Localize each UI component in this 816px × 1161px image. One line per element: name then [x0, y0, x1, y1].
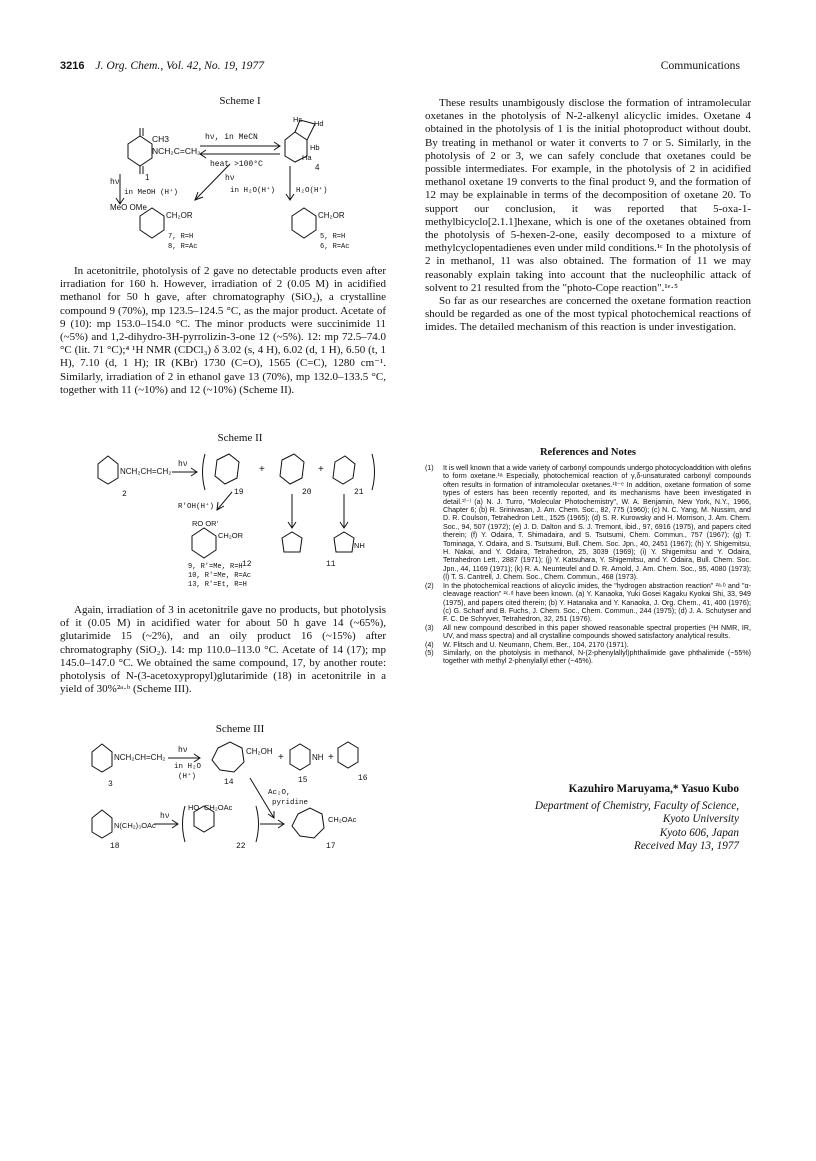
compound-1-number: 1: [145, 173, 150, 182]
compound-13-label: 13, R′=Et, R=H: [188, 581, 247, 589]
scheme-3-drawing: [88, 738, 398, 850]
compound-8-label: 8, R=Ac: [168, 243, 198, 251]
compound-4-number: 4: [315, 163, 320, 172]
h-plus-label: (H⁺): [178, 773, 197, 781]
compound-18-number: 18: [110, 842, 120, 850]
compound-3-number: 3: [108, 780, 113, 789]
hv-s3-label: hν: [178, 746, 188, 755]
reference-item: [425, 624, 751, 641]
allyl-2-label: NCH₂CH=CH₂: [120, 467, 172, 476]
scheme-3-title: Scheme III: [215, 723, 265, 735]
compound-1-ring: [128, 136, 152, 166]
reference-number: (3): [425, 623, 434, 632]
compound-17-number: 17: [326, 842, 336, 850]
hv-left-label: hν: [110, 178, 120, 187]
compound-15-number: 15: [298, 776, 308, 785]
ch2or-left-label: CH₂OR: [166, 211, 193, 220]
reference-item: [425, 582, 751, 624]
scheme-1-title: Scheme I: [219, 95, 261, 107]
scheme-3-figure: [88, 738, 398, 850]
reference-number: (5): [425, 648, 434, 657]
compound-17-ring: [292, 808, 324, 838]
compound-2-number: 2: [122, 490, 127, 499]
plus-sign-s3-1: +: [278, 752, 284, 763]
compound-11-ring: [334, 532, 354, 552]
ch2oac-right-label: CH₂OAc: [328, 815, 357, 824]
reference-text: W. Flitsch and U. Neumann, Chem. Ber., 104, 2170 (1971).: [443, 640, 629, 649]
acetoxypropyl-label: N(CH₂)₃OAc: [114, 821, 156, 830]
scheme-2-drawing: [92, 450, 392, 595]
compound-16-number: 16: [358, 774, 368, 783]
journal-citation: J. Org. Chem., Vol. 42, No. 19, 1977: [95, 59, 265, 72]
compound-5-label: 5, R=H: [320, 233, 346, 241]
right-column-text: [425, 97, 751, 335]
hc-label: Hc: [293, 115, 303, 124]
reference-number: (2): [425, 581, 434, 590]
meoh-label: in MeOH (H⁺): [124, 189, 179, 197]
h2o-label: H₂O(H⁺): [296, 187, 328, 195]
affiliation-department: Department of Chemistry, Faculty of Science,: [534, 800, 739, 812]
ror-label: RO OR′: [192, 519, 218, 528]
meo-ome-label: MeO OMe: [110, 203, 147, 212]
compound-19-number: 19: [234, 488, 244, 497]
compound-16-ring: [338, 742, 358, 768]
compound-9-ring: [192, 528, 216, 558]
hv-mecn-label: hν, in MeCN: [205, 133, 258, 142]
roh-label: R′OH(H⁺): [178, 503, 215, 511]
reference-text: Similarly, on the photolysis in methanol, N-(2-phenylallyl)phthalimide gave phthalimide (~55%) together with methyl 2-phenylallyl ether (~45%).: [443, 648, 751, 666]
compound-12-number: 12: [242, 560, 252, 569]
compound-5-ring: [292, 208, 316, 238]
compound-2-ring: [98, 456, 118, 484]
heat-label: heat >100°C: [210, 160, 263, 169]
references-heading: References and Notes: [539, 447, 637, 458]
in-h2o-s3-label: in H₂O: [174, 763, 202, 771]
ch2or-s2-label: CH₂OR: [218, 531, 243, 540]
in-h2o-label: in H₂O(H⁺): [230, 187, 276, 195]
ha-label: Ha: [302, 153, 312, 162]
plus-sign-2: +: [318, 464, 324, 475]
reference-item: [425, 649, 751, 666]
compound-6-label: 6, R=Ac: [320, 243, 350, 251]
left-column-para-2: [60, 604, 386, 696]
reference-item: [425, 464, 751, 582]
compound-15-ring: [290, 744, 310, 770]
ch3-label: CH3: [152, 134, 170, 144]
compound-7-ring: [140, 208, 164, 238]
reference-item: [425, 641, 751, 649]
compound-21-ring: [333, 456, 355, 484]
scheme-2-figure: [92, 450, 392, 595]
scheme-1-drawing: [110, 112, 380, 255]
compound-10-label: 10, R′=Me, R=Ac: [188, 572, 252, 580]
left-column-para-1: [60, 265, 386, 397]
paragraph-photolysis-3: Again, irradiation of 3 in acetonitrile gave no products, but photolysis of it (0.05 M) in acidified water for about 50 h gave 14 (~65%), glutarimide 15 (~2%), and an oily product 16 (~15%) after chromatography (SiO₂). 14: mp 110.0–113.0 °C. Acetate of 14 (17); mp 145.0–147.0 °C. We obtained the same compound, 17, by another route: photolysis of N-(3-acetoxypropyl)glutarimide (18) in acetonitrile in a yield of 30%²ᵃ·ᵇ (Scheme III).: [60, 604, 386, 696]
ac2o-label: Ac₂O,: [268, 789, 291, 797]
compound-19-ring: [215, 454, 239, 484]
compound-12-ring: [282, 532, 302, 552]
ch2oh-label: CH₂OH: [246, 747, 273, 756]
compound-21-number: 21: [354, 488, 364, 497]
reference-number: (1): [425, 464, 434, 472]
ho-label: HO: [188, 803, 200, 812]
page-number: 3216: [60, 60, 85, 72]
compound-20-ring: [280, 454, 304, 484]
compound-11-number: 11: [326, 560, 336, 569]
compound-14-number: 14: [224, 778, 234, 787]
plus-sign-s3-2: +: [328, 752, 334, 763]
hv2-s3-label: hν: [160, 812, 170, 821]
scheme-2-title: Scheme II: [217, 432, 263, 444]
compound-14-ring: [212, 742, 244, 772]
compound-7-label: 7, R=H: [168, 233, 194, 241]
references-list: [425, 464, 751, 666]
hv-mid-label: hν: [225, 174, 235, 183]
affiliation: [425, 800, 739, 854]
allyl-3-label: NCH₂CH=CH₂: [114, 753, 166, 762]
reference-text: In the photochemical reactions of alicyclic imides, the "hydrogen abstraction reaction" ²ᵃ·ᵇ and "α-cleavage reaction" ²ᶜ·ᵈ have been known. (a) Y. Kanaoka, Yuki Gosei Kagaku Kyokai Shi, 33, 949 (1975), and papers cited therein; (b) Y. Hatanaka and Y. Kanaoka, J. Org. Chem., 41, 400 (1976); (c) G. Scharf and B. Fuchs, J. Chem. Soc., Chem. Commun., 244 (1975); (d) J. A. Schutyser and F. C. De Schryver, Tetrahedron, 32, 251 (1976).: [443, 581, 751, 624]
compound-3-ring: [92, 744, 112, 772]
reference-text: All new compound described in this paper showed reasonable spectral properties (¹H NMR, IR, UV, and mass spectra) and all crystalline compounds showed satisfactory analytical results.: [443, 623, 751, 641]
reference-text: It is well known that a wide variety of carbonyl compounds undergo photocycloaddition with olefins to form oxetane.¹ᵃ Especially, photochemical reaction of γ,δ-unsaturated carbonyl compounds often results in formation of intramolecular oxetanes.¹ᵇ⁻ᵉ In addition, oxetane formation of some types of esters has been recently reported, and its mechanisms have been investigated in detail.¹ᶠ⁻ˡ (a) N. J. Turro, "Molecular Photochemistry", W. A. Benjamin, New York, N.Y., 1966, Chapter 6; (b) R. Srinivasan, J. Am. Chem. Soc., 82, 775 (1960); (c) N. C. Yang, M. Nussim, and D. R. Coulson, Tetrahedron Lett., 1525 (1965); (d) S. R. Kurowsky and H. Morrison, J. Am. Chem. Soc., 94, 507 (1972); (e) J. D. Dalton and S. J. Tremont, ibid., 97, 6916 (1975), and papers cited therein; (f) Y. Odaira, T. Shimadaira, and S. Tsutsumi, Chem. Commun., 757 (1967); (g) T. Tominaga, Y. Odaira, and S. Tsutsumi, Bull. Chem. Soc. Jpn., 40, 2451 (1967); (h) Y. Shigemitsu, H. Nakai, and Y. Odaira, Tetrahedron, 25, 3039 (1969); (i) Y. Shigemitsu and Y. Odaira, Tetrahedron Lett., 2887 (1971); (j) Y. Katsuhara, Y. Shigemitsu, and Y. Odaira, Bull. Chem. Soc. Jpn., 44, 1169 (1971); (k) R. A. Neunteufel and D. R. Arnold, J. Am. Chem. Soc., 95, 4080 (1973); (l) T. S. Cantrell, J. Chem. Soc., Chem. Commun., 468 (1973).: [443, 464, 751, 582]
compound-9-label: 9, R′=Me, R=H: [188, 563, 243, 571]
paragraph-photolysis-2: In acetonitrile, photolysis of 2 gave no detectable products even after irradiation for 160 h. However, irradiation of 2 (0.05 M) in acidified methanol for 50 h gave, after chromatography (SiO₂), a crystalline compound 9 (70%), mp 123.5–124.5 °C, as the major product. Acetate of 9 (10): mp 153.0–154.0 °C. The minor products were succinimide 11 (~5%) and 1,2-dihydro-3H-pyrrolizin-3-one 12 (~5%). 12: mp 72.5–74.0 °C (lit. 71 °C);⁴ ¹H NMR (CDCl₃) δ 3.02 (s, 4 H), 6.02 (d, 1 H), 6.50 (t, 1 H), 7.10 (d, 1 H); IR (KBr) 1730 (C=O), 1565 (C=C), 1280 cm⁻¹. Similarly, irradiation of 2 in ethanol gave 13 (70%), mp 132.0–133.5 °C, together with 11 (~10%) and 12 (~10%) (Scheme II).: [60, 265, 386, 396]
paragraph-oxetane-formation: These results unambigously disclose the formation of intramolecular oxetanes in the photolysis of N-2-alkenyl alicyclic imides. Oxetane 4 obtained in the photolysis of 1 is the initial photoproduct without doubt. By treating in methanol or water it converts to 7 or 5. Similarly, in the photolysis of 2 or 3, we can safely conclude that oxetanes could be possible intermediates. For example, in the photolysis of 2 in acidified methanol oxetane 19 converts to the final product 9, and the formation of 12 may be explainable in terms of the decomposition of oxetane 20. To support our conclusion, it was reported that 5-oxa-1-methylbicyclo[2.1.1]hexane, which is one of the oxetanes obtained from the photolysis of 5-hexen-2-one, easily decomposed to a mixture of methylcyclopentadienes even under mild conditions.¹ᶜ In the photolysis of 2 in methanol, 11 was also obtained. The formation of 11 we may reasonably explain taking into account that the nucleophilic attack of solvent to 21 resulted from the "photo-Cope reaction".¹ᵉ·⁵: [425, 97, 751, 294]
author-names: Kazuhiro Maruyama,* Yasuo Kubo: [568, 783, 739, 795]
compound-18-ring: [92, 810, 112, 838]
running-head: [60, 59, 740, 75]
scheme-1-figure: [110, 112, 380, 255]
compound-20-number: 20: [302, 488, 312, 497]
hv-s2-label: hν: [178, 460, 188, 469]
paragraph-conclusion: So far as our researches are concerned the oxetane formation reaction should be regarded as one of the most typical photochemical reactions of imides. The detailed mechanism of this reaction is under investigation.: [425, 295, 751, 334]
received-date: Received May 13, 1977: [634, 840, 739, 853]
section-name: Communications: [660, 59, 740, 72]
ch2oac-mid-label: CH₂OAc: [204, 803, 233, 812]
reference-number: (4): [425, 640, 434, 649]
hb-label: Hb: [310, 143, 320, 152]
nh-s3-label: NH: [312, 753, 324, 762]
ch2or-right-label: CH₂OR: [318, 211, 345, 220]
nh-s2-label: NH: [354, 541, 365, 550]
pyridine-label: pyridine: [272, 799, 309, 807]
compound-22-number: 22: [236, 842, 246, 850]
plus-sign-1: +: [259, 464, 265, 475]
hd-label: Hd: [314, 119, 324, 128]
allyl-group-label: NCH₂C=CH₂: [152, 146, 201, 156]
affiliation-city: Kyoto 606, Japan: [659, 826, 739, 839]
affiliation-university: Kyoto University: [662, 813, 739, 826]
